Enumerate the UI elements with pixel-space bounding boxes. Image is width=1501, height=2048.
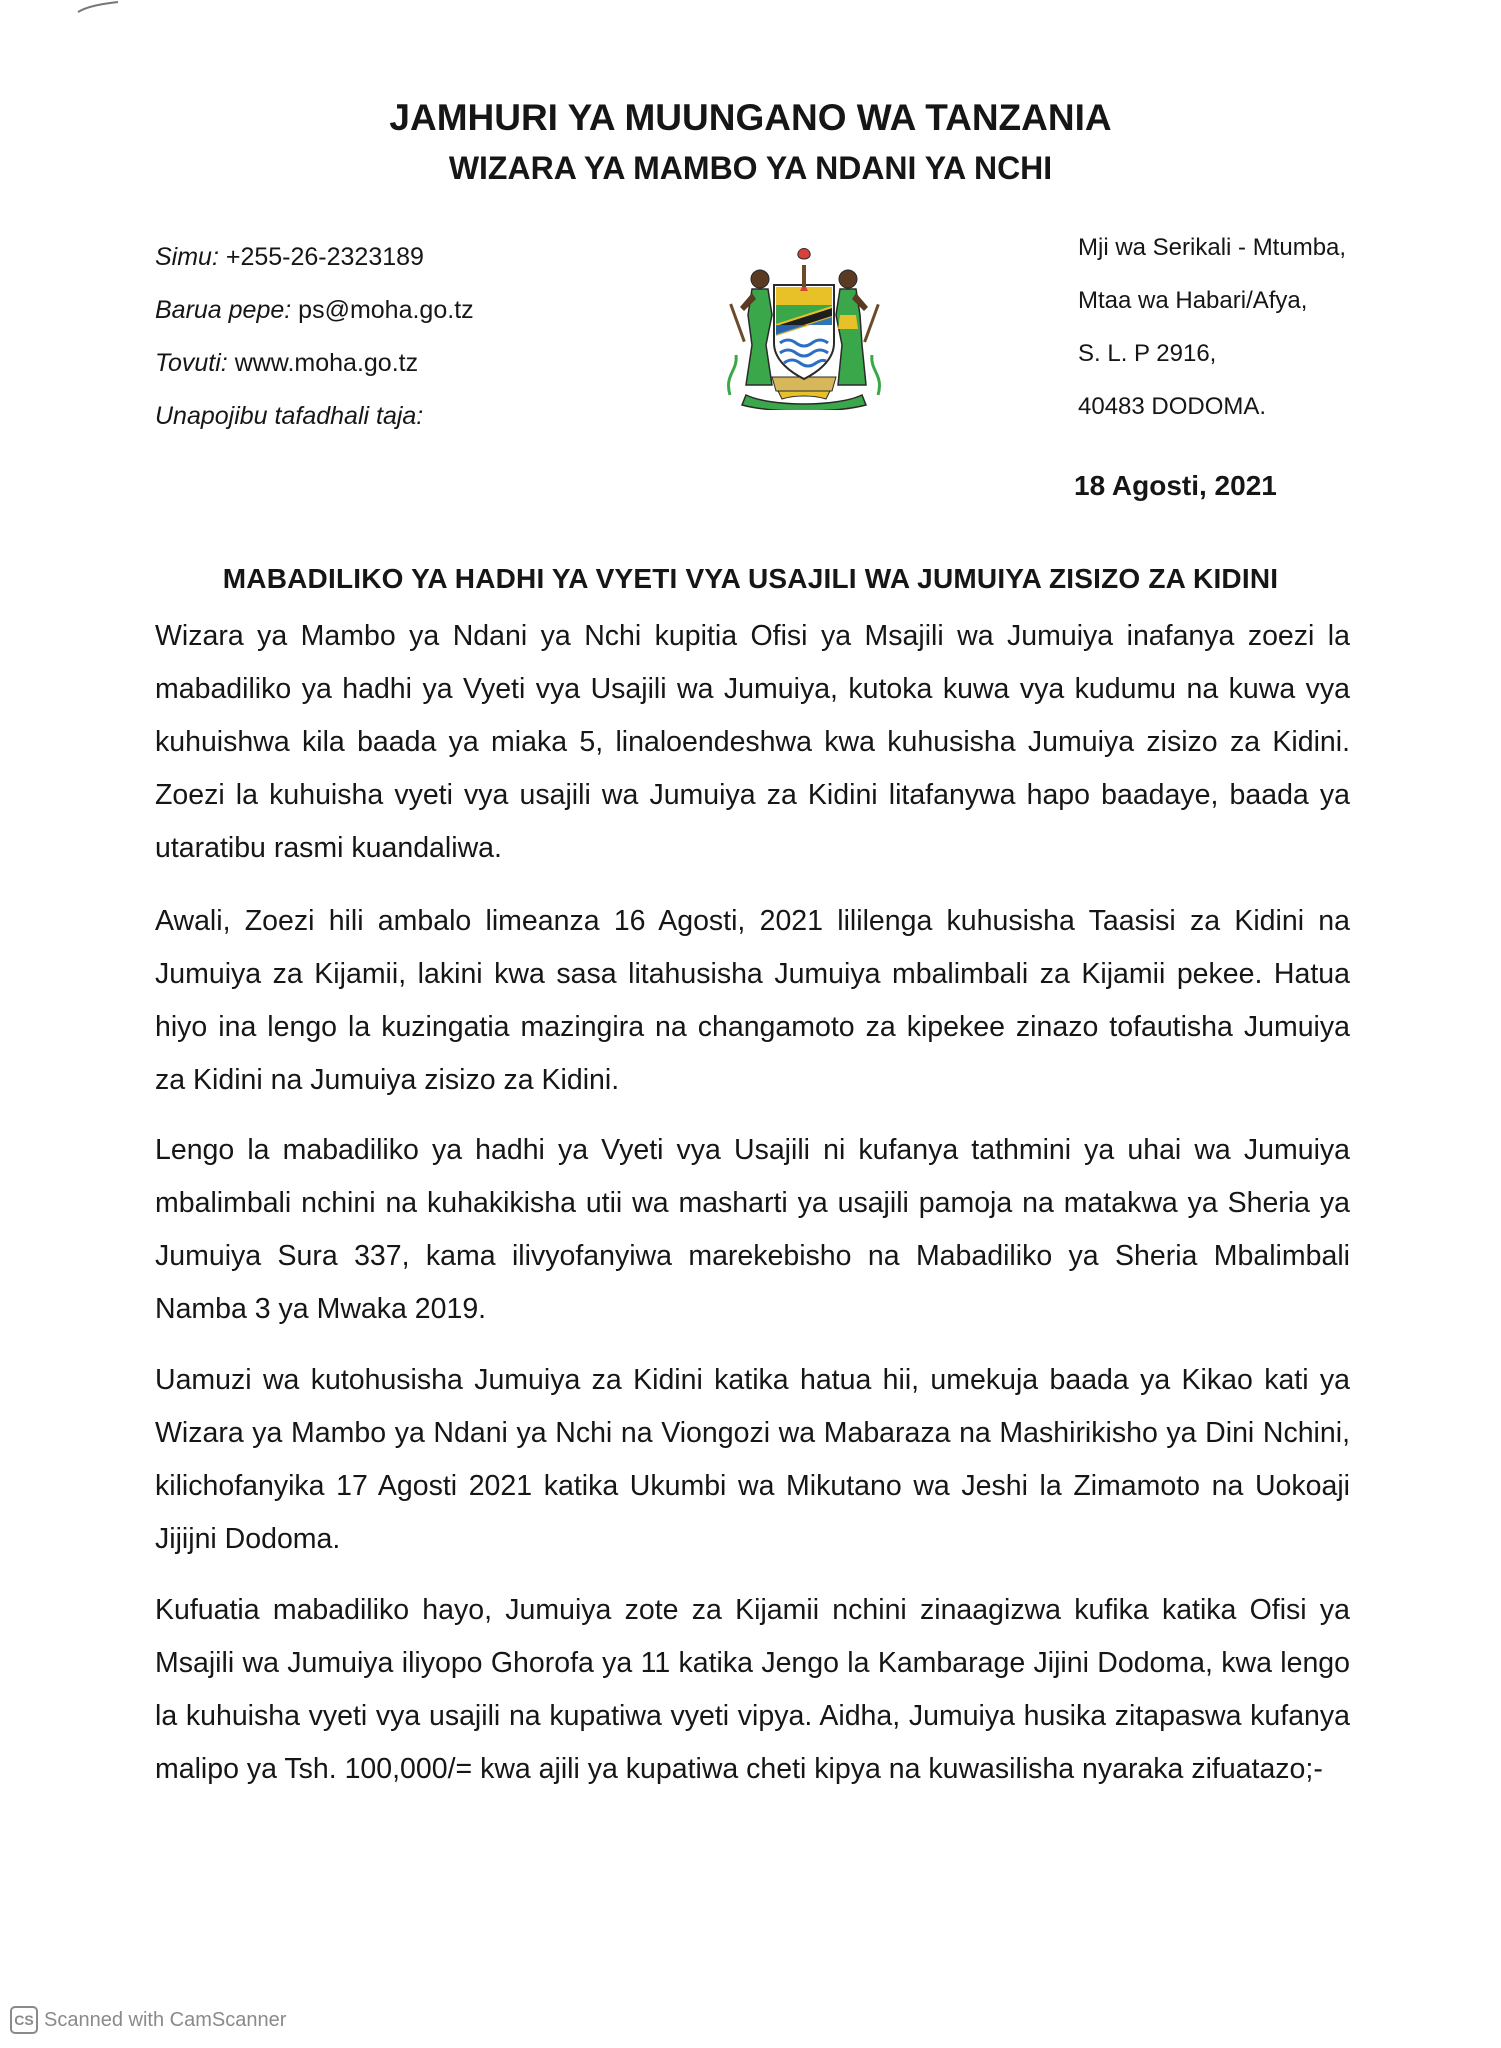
body-paragraph-5: Kufuatia mabadiliko hayo, Jumuiya zote za Kijamii nchini zinaagizwa kufika katika Ofisi ya Msajili wa Jumuiya iliyopo Ghorofa ya 11 katika Jengo la Kambarage Jijini Dodoma, kwa lengo la kuhuisha vyeti vya usajili na kupatiwa vyeti vipya. Aidha, Jumuiya husika zitapaswa kufanya malipo ya Tsh. 100,000/= kwa ajili ya kupatiwa cheti kipya na kuwasilisha nyaraka zifuatazo;- xyxy=(155,1594,1350,1785)
website-link[interactable]: www.moha.go.tz xyxy=(234,349,419,377)
body-paragraph-2: Awali, Zoezi hili ambalo limeanza 16 Agosti, 2021 lililenga kuhusisha Taasisi za Kidini na Jumuiya za Kijamii, lakini kwa sasa litahusisha Jumuiya mbalimbali za Kijamii pekee. Hatua hiyo ina lengo la kuzingatia mazingira na changamoto za kipekee zinazo tofautisha Jumuiya za Kidini na Jumuiya zisizo za Kidini. xyxy=(155,905,1350,1096)
scanner-footer xyxy=(10,2003,286,2037)
ministry-heading: WIZARA YA MAMBO YA NDANI YA NCHI xyxy=(448,150,1053,186)
letter-date: 18 Agosti, 2021 xyxy=(1074,470,1277,501)
body-paragraph-1: Wizara ya Mambo ya Ndani ya Nchi kupitia Ofisi ya Msajili wa Jumuiya inafanya zoezi la mabadiliko ya hadhi ya Vyeti vya Usajili wa Jumuiya, kutoka kuwa vya kudumu na kuwa vya kuhuishwa kila baada ya miaka 5, linaloendeshwa kwa kuhusisha Jumuiya zisizo za Kidini. Zoezi la kuhuisha vyeti vya usajili wa Jumuiya za Kidini litafanywa hapo baadaye, baada ya utaratibu rasmi kuandaliwa. xyxy=(155,620,1350,864)
reply-note: Unapojibu tafadhali taja: xyxy=(155,402,424,430)
address-line-4: 40483 DODOMA. xyxy=(1078,393,1267,420)
phone-label: Simu: xyxy=(155,243,219,271)
phone-number: +255-26-2323189 xyxy=(225,243,424,271)
address-line-3: S. L. P 2916, xyxy=(1078,340,1217,367)
country-heading: JAMHURI YA MUUNGANO WA TANZANIA xyxy=(389,97,1112,138)
email-label: Barua pepe: xyxy=(155,296,292,324)
scanner-watermark-text: Scanned with CamScanner xyxy=(44,2008,287,2031)
website-label: Tovuti: xyxy=(155,349,228,377)
body-paragraph-4: Uamuzi wa kutohusisha Jumuiya za Kidini katika hatua hii, umekuja baada ya Kikao kati ya Wizara ya Mambo ya Ndani ya Nchi na Viongozi wa Mabaraza na Mashirikisho ya Dini Nchini, kilichofanyika 17 Agosti 2021 katika Ukumbi wa Mikutano wa Jeshi la Zimamoto na Uokoaji Jijijni Dodoma. xyxy=(155,1364,1350,1555)
website-line xyxy=(155,349,418,378)
scan-artifact-mark xyxy=(76,0,120,16)
coat-of-arms-emblem xyxy=(716,245,892,410)
document-title: MABADILIKO YA HADHI YA VYETI VYA USAJILI WA JUMUIYA ZISIZO ZA KIDINI xyxy=(222,563,1279,594)
camscanner-logo-icon: CS xyxy=(10,2006,38,2034)
email-address[interactable]: ps@moha.go.tz xyxy=(298,296,474,324)
address-line-2: Mtaa wa Habari/Afya, xyxy=(1078,287,1308,314)
phone-line xyxy=(155,243,424,272)
address-line-1: Mji wa Serikali - Mtumba, xyxy=(1078,234,1347,261)
body-paragraph-3: Lengo la mabadiliko ya hadhi ya Vyeti vya Usajili ni kufanya tathmini ya uhai wa Jumuiya mbalimbali nchini na kuhakikisha utii wa masharti ya usajili pamoja na matakwa ya Sheria ya Jumuiya Sura 337, kama ilivyofanyiwa marekebisho na Mabadiliko ya Sheria Mbalimbali Namba 3 ya Mwaka 2019. xyxy=(155,1134,1350,1325)
email-line xyxy=(155,296,474,325)
